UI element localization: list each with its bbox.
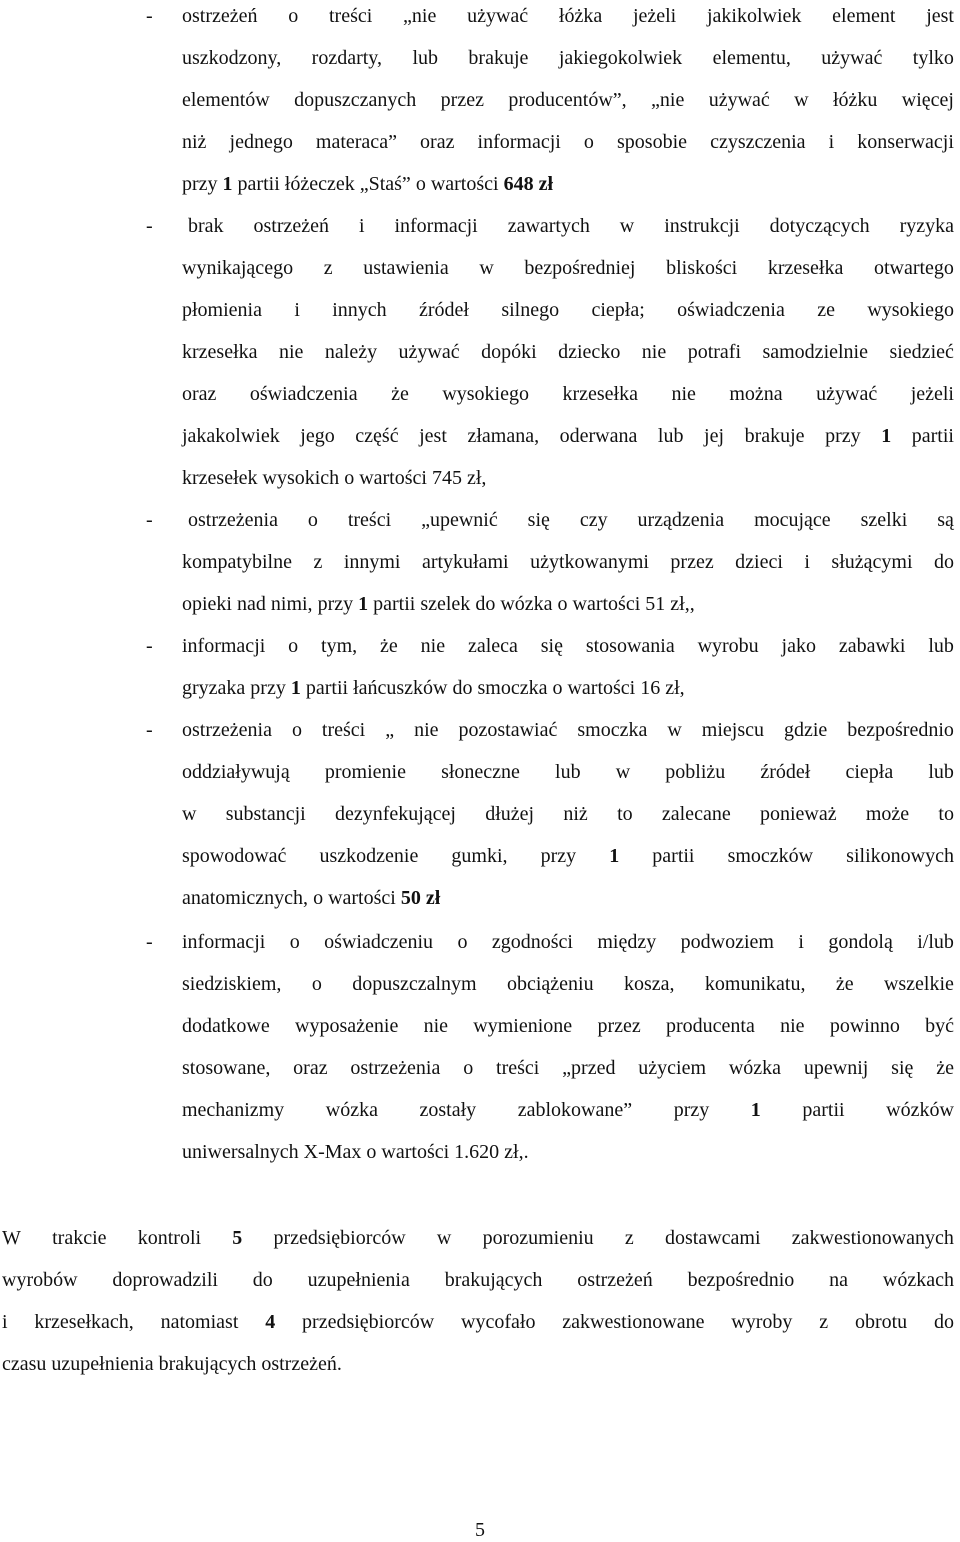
text-line: kompatybilne z innymi artykułami użytkowanymi przez dzieci i służącymi do [182,551,954,573]
text-line: informacji o oświadczeniu o zgodności między podwoziem i gondolą i/lub [182,931,954,953]
text-line: elementów dopuszczanych przez producentów”, „nie używać w łóżku więcej [182,89,954,111]
list-dash: - [146,5,153,27]
text-line: w substancji dezynfekującej dłużej niż to zalecane ponieważ może to [182,803,954,825]
text-line: brak ostrzeżeń i informacji zawartych w instrukcji dotyczących ryzyka [188,215,954,237]
list-dash: - [146,215,153,237]
list-dash: - [146,719,153,741]
text-line: spowodować uszkodzenie gumki, przy 1 partii smoczków silikonowych [182,845,954,867]
text-line: przy 1 partii łóżeczek „Staś” o wartości 648 zł [182,173,554,195]
list-dash: - [146,509,153,531]
text-line: anatomicznych, o wartości 50 zł [182,887,441,909]
text-line: krzesełka nie należy używać dopóki dziecko nie potrafi samodzielnie siedzieć [182,341,954,363]
list-dash: - [146,635,153,657]
text-line: niż jednego materaca” oraz informacji o sposobie czyszczenia i konserwacji [182,131,954,153]
text-line: czasu uzupełnienia brakujących ostrzeżeń. [2,1353,342,1375]
text-line: informacji o tym, że nie zaleca się stosowania wyrobu jako zabawki lub [182,635,954,657]
text-line: uniwersalnych X-Max o wartości 1.620 zł,. [182,1141,529,1163]
text-line: ostrzeżenia o treści „upewnić się czy urządzenia mocujące szelki są [188,509,954,531]
text-line: oddziaływują promienie słoneczne lub w pobliżu źródeł ciepła lub [182,761,954,783]
text-line: W trakcie kontroli 5 przedsiębiorców w porozumieniu z dostawcami zakwestionowanych [2,1227,954,1249]
text-line: oraz oświadczenia że wysokiego krzesełka nie można używać jeżeli [182,383,954,405]
page-number: 5 [475,1519,485,1541]
text-line: siedziskiem, o dopuszczalnym obciążeniu kosza, komunikatu, że wszelkie [182,973,954,995]
text-line: dodatkowe wyposażenie nie wymienione przez producenta nie powinno być [182,1015,954,1037]
text-line: i krzesełkach, natomiast 4 przedsiębiorców wycofało zakwestionowane wyroby z obrotu do [2,1311,954,1333]
text-line: uszkodzony, rozdarty, lub brakuje jakiegokolwiek elementu, używać tylko [182,47,954,69]
text-line: ostrzeżeń o treści „nie używać łóżka jeżeli jakikolwiek element jest [182,5,954,27]
text-line: opieki nad nimi, przy 1 partii szelek do wózka o wartości 51 zł,, [182,593,695,615]
text-line: płomienia i innych źródeł silnego ciepła; oświadczenia ze wysokiego [182,299,954,321]
list-dash: - [146,931,153,953]
text-line: krzesełek wysokich o wartości 745 zł, [182,467,487,489]
text-line: wynikającego z ustawienia w bezpośredniej bliskości krzesełka otwartego [182,257,954,279]
text-line: jakakolwiek jego część jest złamana, oderwana lub jej brakuje przy 1 partii [182,425,954,447]
text-line: gryzaka przy 1 partii łańcuszków do smoczka o wartości 16 zł, [182,677,685,699]
text-line: wyrobów doprowadzili do uzupełnienia brakujących ostrzeżeń bezpośrednio na wózkach [2,1269,954,1291]
text-line: stosowane, oraz ostrzeżenia o treści „przed użyciem wózka upewnij się że [182,1057,954,1079]
text-line: mechanizmy wózka zostały zablokowane” przy 1 partii wózków [182,1099,954,1121]
text-line: ostrzeżenia o treści „ nie pozostawiać smoczka w miejscu gdzie bezpośrednio [182,719,954,741]
